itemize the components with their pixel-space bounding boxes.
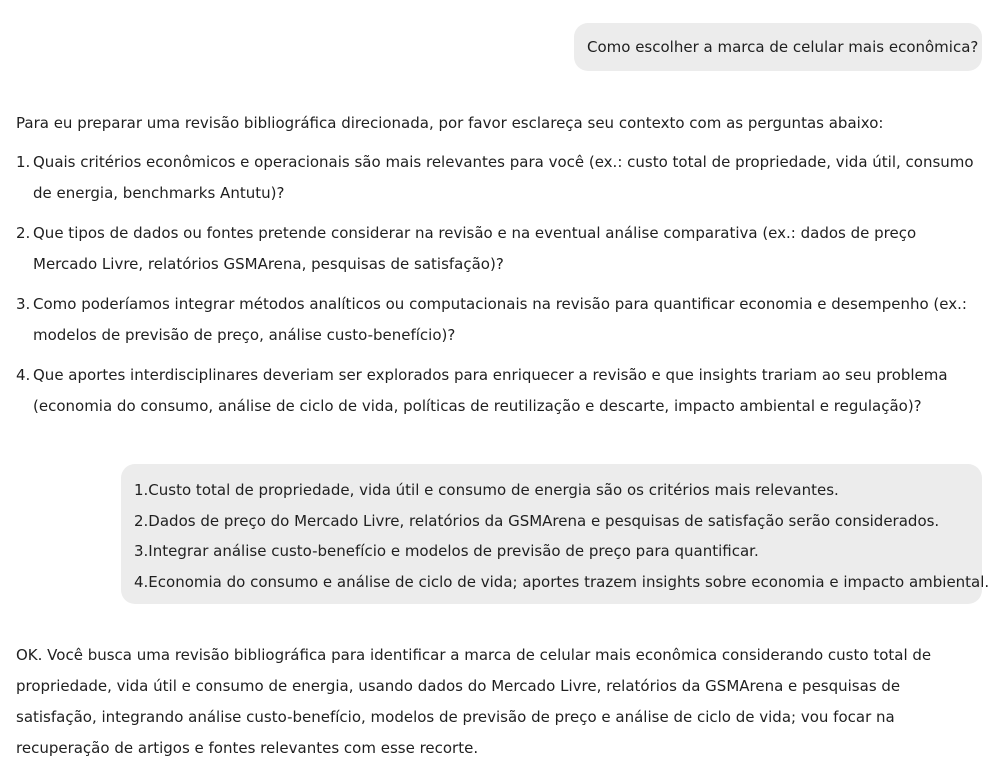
user-answer-line: 2.Dados de preço do Mercado Livre, relatórios da GSMArena e pesquisas de satisfação serão considerados.	[134, 511, 940, 530]
question-item	[16, 289, 984, 351]
assistant-message	[16, 108, 984, 431]
user-answer-line: 1.Custo total de propriedade, vida útil e consumo de energia são os critérios mais relevantes.	[134, 481, 839, 499]
assistant-intro-text: Para eu preparar uma revisão bibliográfica direcionada, por favor esclareça seu contexto com as perguntas abaixo:	[16, 114, 884, 132]
question-number: 1.	[16, 153, 31, 171]
user-answer-line: 4.Economia do consumo e análise de ciclo de vida; aportes trazem insights sobre economia e impacto ambiental.	[134, 572, 990, 591]
user-answer-line: 3.Integrar análise custo-benefício e modelos de previsão de preço para quantificar.	[134, 542, 759, 560]
assistant-summary-text: OK. Você busca uma revisão bibliográfica para identificar a marca de celular mais econômica considerando custo total de propriedade, vida útil e consumo de energia, usando dados do Mercado Livre, relatórios da GSMArena e pesquisas de satisfação, integrando análise custo-benefício, modelos de previsão de preço e análise de ciclo de vida; vou focar na recuperação de artigos e fontes relevantes com esse recorte.	[16, 646, 932, 757]
question-text: Quais critérios econômicos e operacionais são mais relevantes para você (ex.: custo total de propriedade, vida útil, consumo de energia, benchmarks Antutu)?	[33, 153, 974, 202]
user-message-bubble	[121, 464, 990, 604]
question-item	[16, 147, 984, 209]
question-item	[16, 360, 984, 422]
question-number: 4.	[16, 366, 31, 384]
question-list	[16, 147, 984, 422]
question-number: 2.	[16, 224, 31, 242]
user-message-text: Como escolher a marca de celular mais econômica?	[587, 38, 979, 56]
question-text: Como poderíamos integrar métodos analíticos ou computacionais na revisão para quantificar economia e desempenho (ex.: modelos de previsão de preço, análise custo-benefício)?	[33, 295, 967, 344]
question-number: 3.	[16, 295, 31, 313]
question-text: Que aportes interdisciplinares deveriam ser explorados para enriquecer a revisão e que insights trariam ao seu problema (economia do consumo, análise de ciclo de vida, políticas de reutilização e descarte, impacto ambiental e regulação)?	[33, 366, 948, 415]
question-text: Que tipos de dados ou fontes pretende considerar na revisão e na eventual análise comparativa (ex.: dados de preço Mercado Livre, relatórios GSMArena, pesquisas de satisfação)?	[33, 224, 917, 273]
question-item	[16, 218, 984, 280]
user-message-bubble	[574, 23, 982, 71]
assistant-message	[16, 640, 984, 764]
